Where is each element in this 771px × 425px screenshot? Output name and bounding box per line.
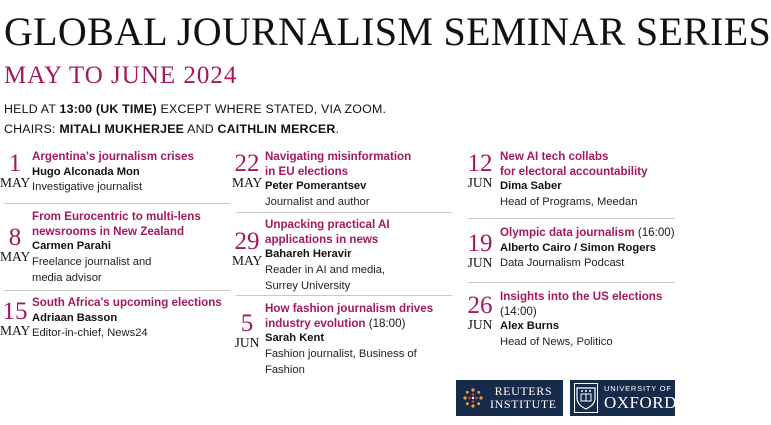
event-time [500,305,662,320]
event-speaker: Dima Saber [500,180,562,192]
event-month: MAY [0,175,31,190]
divider [468,282,675,283]
held-suffix: EXCEPT WHERE STATED, VIA ZOOM. [156,102,387,116]
held-time: 13:00 (UK TIME) [59,102,157,116]
event-title: How fashion journalism drives [265,302,434,315]
event-day: 8 [8,224,22,251]
crest-shield-icon [575,386,597,410]
event-role: Editor-in-chief, News24 [32,327,148,339]
event-may-22 [232,150,457,210]
reuters-line2: INSTITUTE [490,397,557,411]
event-day: 15 [2,298,28,325]
divider [236,295,452,296]
event-title-cont: applications in news [265,232,379,246]
event-month: MAY [232,175,263,190]
chair-1: MITALI MUKHERJEE [59,122,185,136]
event-title: From Eurocentric to multi-lens [32,210,201,223]
event-title: Navigating misinformation [265,150,412,163]
event-month: MAY [232,253,263,268]
event-speaker: Adriaan Basson [32,311,118,324]
oxford-wordmark [604,384,677,412]
divider [4,290,230,291]
event-title-cont [265,317,433,332]
oxford-line2: OXFORD [604,393,677,412]
event-jun-26 [465,290,675,352]
event-role: Data Journalism Podcast [500,257,625,269]
event-speaker: Sarah Kent [265,332,325,344]
event-day: 12 [467,150,493,177]
event-role: Head of Programs, Meedan [500,195,638,208]
event-date [465,232,495,270]
event-title [500,226,675,241]
event-time: (18:00) [365,316,406,330]
event-jun-19 [465,226,675,276]
reuters-institute-logo [456,380,563,416]
event-role: Reader in AI and media, [265,263,386,276]
event-date [232,312,262,350]
event-date [465,152,495,190]
event-date [232,152,262,190]
event-speaker: Peter Pomerantsev [265,180,367,192]
event-role: Freelance journalist and [32,255,152,268]
event-day: 19 [467,230,493,257]
event-day: 29 [234,228,260,255]
event-title-cont: in EU elections [265,164,349,178]
event-day: 1 [8,150,22,177]
event-may-29 [232,218,457,294]
chairs-and: AND [184,122,218,136]
divider [4,203,230,204]
held-prefix: HELD AT [4,102,60,116]
event-date [0,300,30,338]
event-jun-12 [465,150,675,210]
event-month: JUN [234,335,260,350]
event-day: 5 [240,310,254,337]
chairs-end: . [335,122,340,136]
event-role: Investigative journalist [32,181,143,193]
reuters-line1: REUTERS [494,384,553,398]
event-title: Insights into the US elections [500,290,663,303]
event-title-cont: newsrooms in New Zealand [32,224,185,238]
event-speaker: Alex Burns [500,320,560,332]
chair-2: CAITHLIN MERCER [217,122,336,136]
oxford-logo [570,380,675,416]
chairs-prefix: CHAIRS: [4,122,60,136]
event-speaker: Alberto Cairo / Simon Rogers [500,241,657,254]
event-role-cont: Surrey University [265,279,351,292]
event-month: MAY [0,249,31,264]
event-month: JUN [467,317,493,332]
event-may-1 [0,150,230,202]
held-line [4,99,386,119]
event-title: Argentina's journalism crises [32,150,194,163]
event-day: 26 [467,292,493,319]
reuters-dots-icon [462,387,484,409]
event-time: (16:00) [634,226,675,239]
divider [468,218,675,219]
chairs-line [4,119,386,139]
event-may-15 [0,296,230,348]
event-title: New AI tech collabs [500,150,609,163]
event-month: MAY [0,323,31,338]
event-time-text: (14:00) [500,304,537,318]
event-date [0,152,30,190]
event-title: Unpacking practical AI [265,218,390,231]
event-speaker: Carmen Parahi [32,240,111,252]
event-jun-5 [232,302,457,378]
event-date [465,294,495,332]
event-role: Journalist and author [265,195,370,208]
series-title: GLOBAL JOURNALISM SEMINAR SERIES [4,9,771,54]
reuters-wordmark [490,385,557,411]
series-info [4,99,386,139]
event-month: JUN [467,175,493,190]
oxford-line1: UNIVERSITY OF [604,384,672,393]
oxford-crest-icon [574,383,598,413]
event-may-8 [0,210,230,290]
divider [236,212,452,213]
event-role-cont: media advisor [32,271,102,284]
event-day: 22 [234,150,260,177]
event-role: Fashion journalist, Business of [265,347,417,360]
event-title-cont: for electoral accountability [500,164,648,178]
event-title: South Africa's upcoming elections [32,296,222,309]
event-role: Head of News, Politico [500,335,613,348]
series-dates: MAY TO JUNE 2024 [4,62,238,89]
event-speaker: Hugo Alconada Mon [32,165,140,178]
event-month: JUN [467,255,493,270]
event-title-part: industry evolution [265,316,366,330]
event-speaker: Bahareh Heravir [265,248,352,260]
event-role-cont: Fashion [265,363,305,376]
event-date [0,226,30,264]
event-title-part: Olympic data journalism [500,226,635,239]
event-date [232,230,262,268]
